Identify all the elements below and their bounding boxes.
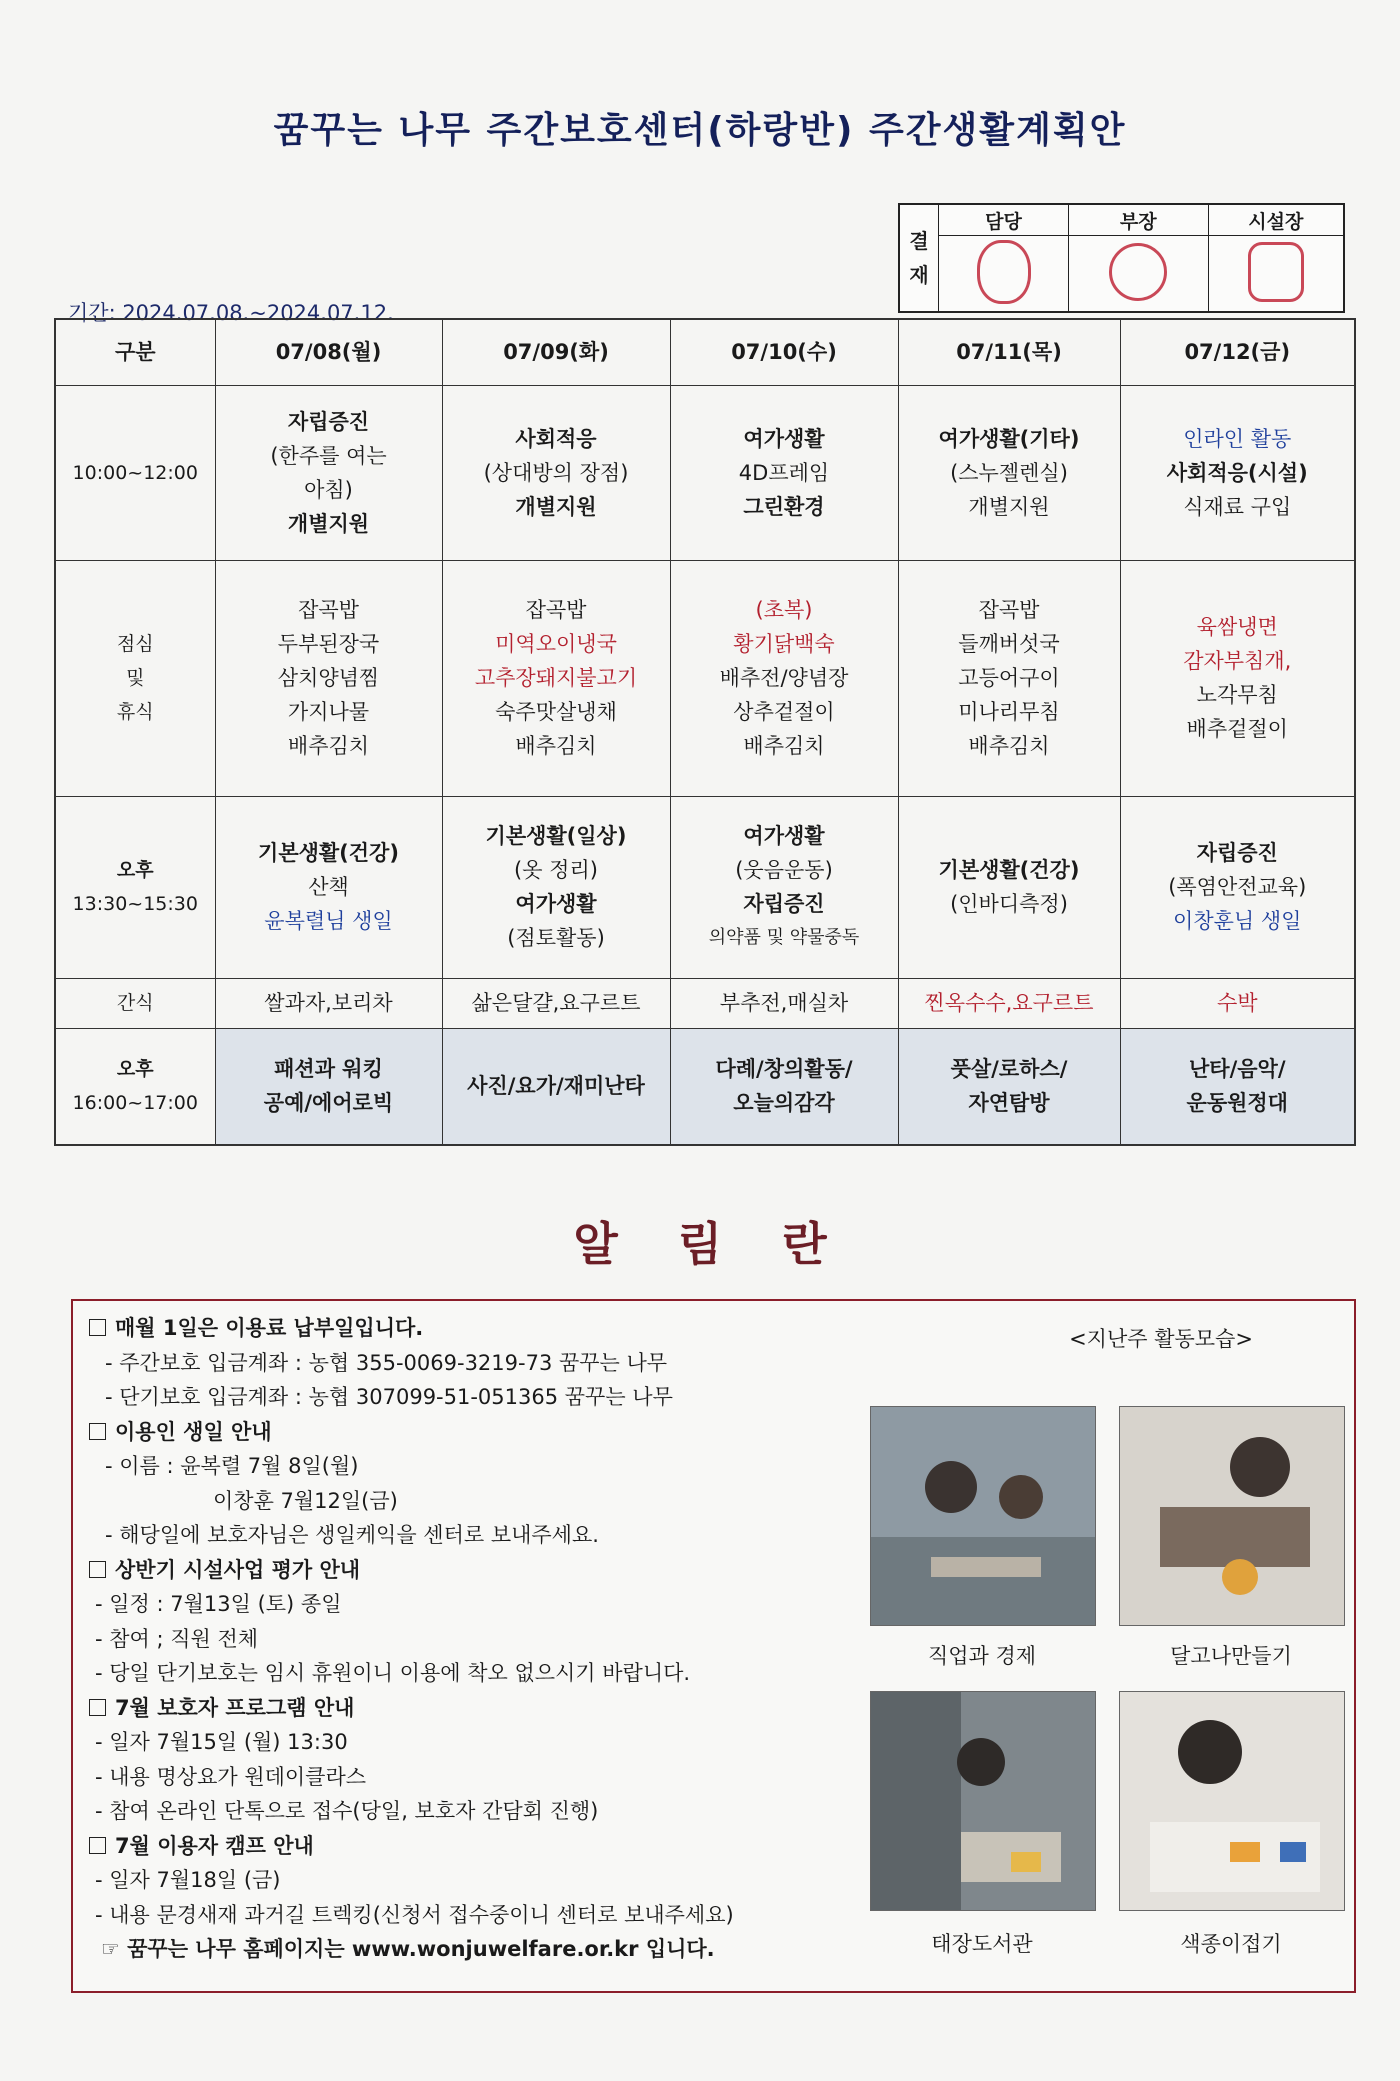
notice-item: - 일자 7월15일 (월) 13:30 xyxy=(95,1730,348,1754)
notice-item: - 단기보호 입금계좌 : 농협 307099-51-051365 꿈꾸는 나무 xyxy=(105,1385,673,1409)
schedule-cell: 난타/음악/ 운동원정대 xyxy=(1120,1028,1355,1145)
schedule-cell: 사회적응 (상대방의 장점) 개별지원 xyxy=(442,385,670,560)
header-cell: 07/09(화) xyxy=(442,319,670,385)
seal-stamp-icon xyxy=(1248,242,1304,302)
schedule-cell: 여가생활(기타) (스누젤렌실) 개별지원 xyxy=(898,385,1120,560)
schedule-cell: 잡곡밥 들깨버섯국 고등어구이 미나리무침 배추김치 xyxy=(898,560,1120,796)
birthday-note: 이창훈님 생일 xyxy=(1173,909,1302,933)
notice-item: - 일자 7월18일 (금) xyxy=(95,1868,281,1892)
activity-photo xyxy=(870,1406,1096,1626)
schedule-row-lunch xyxy=(55,560,1355,796)
photo-placeholder-icon xyxy=(871,1692,1095,1910)
page-title: 꿈꾸는 나무 주간보호센터(하랑반) 주간생활계획안 xyxy=(273,110,1127,151)
schedule-cell: 기본생활(건강) (인바디측정) xyxy=(898,796,1120,978)
schedule-cell: (초복) 황기닭백숙 배추전/양념장 상추겉절이 배추김치 xyxy=(670,560,898,796)
activity-photo xyxy=(870,1691,1096,1911)
schedule-cell: 기본생활(일상) (옷 정리) 여가생활 (점토활동) xyxy=(442,796,670,978)
notice-item: - 참여 ; 직원 전체 xyxy=(95,1626,259,1651)
schedule-table xyxy=(54,318,1356,1146)
activity-photo xyxy=(1119,1691,1345,1911)
approval-stamp-cell xyxy=(1208,236,1344,313)
notice-heading: 상반기 시설사업 평가 안내 xyxy=(89,1553,869,1588)
schedule-cell: 여가생활 4D프레임 그린환경 xyxy=(670,385,898,560)
seal-stamp-icon xyxy=(977,240,1031,304)
schedule-cell: 기본생활(건강) 산책 윤복렬님 생일 xyxy=(215,796,442,978)
schedule-cell: 부추전,매실차 xyxy=(670,978,898,1028)
schedule-cell: 잡곡밥 두부된장국 삼치양념찜 가지나물 배추김치 xyxy=(215,560,442,796)
checkbox-icon xyxy=(89,1699,106,1716)
header-cell: 07/08(월) xyxy=(215,319,442,385)
header-cell: 07/12(금) xyxy=(1120,319,1355,385)
notice-heading: 7월 보호자 프로그램 안내 xyxy=(89,1691,869,1726)
approval-box xyxy=(898,203,1345,313)
photo-placeholder-icon xyxy=(871,1407,1095,1625)
checkbox-icon xyxy=(89,1423,106,1440)
photo-caption: 달고나만들기 xyxy=(1170,1644,1292,1668)
photo-placeholder-icon xyxy=(1120,1407,1344,1625)
schedule-cell: 육쌈냉면 감자부침개, 노각무침 배추겉절이 xyxy=(1120,560,1355,796)
notice-heading: 7월 이용자 캠프 안내 xyxy=(89,1829,869,1864)
row-label: 오후 13:30~15:30 xyxy=(55,796,215,978)
row-label: 오후 16:00~17:00 xyxy=(55,1028,215,1145)
seal-stamp-icon xyxy=(1109,243,1167,301)
notice-box xyxy=(71,1299,1356,1993)
photo-placeholder-icon xyxy=(1120,1692,1344,1910)
notice-heading: 매월 1일은 이용료 납부일입니다. xyxy=(89,1311,869,1346)
notice-item: - 이름 : 윤복렬 7월 8일(월) xyxy=(105,1454,359,1478)
notice-item: - 해당일에 보호자님은 생일케익을 센터로 보내주세요. xyxy=(105,1523,599,1547)
notice-item: - 일정 : 7월13일 (토) 종일 xyxy=(95,1592,342,1616)
period-label: 기간: 2024.07.08.~2024.07.12. xyxy=(68,301,394,325)
checkbox-icon xyxy=(89,1561,106,1578)
homepage-link[interactable]: ☞ 꿈꾸는 나무 홈페이지는 www.wonjuwelfare.or.kr 입니다. xyxy=(101,1937,715,1961)
photo-caption: 태장도서관 xyxy=(931,1932,1033,1956)
header-cell: 구분 xyxy=(55,319,215,385)
schedule-cell: 인라인 활동 사회적응(시설) 식재료 구입 xyxy=(1120,385,1355,560)
schedule-cell: 자립증진 (폭염안전교육) 이창훈님 생일 xyxy=(1120,796,1355,978)
approval-header-head: 시설장 xyxy=(1208,204,1344,236)
notice-item: - 참여 온라인 단톡으로 접수(당일, 보호자 간담회 진행) xyxy=(95,1799,599,1823)
schedule-cell: 수박 xyxy=(1120,978,1355,1028)
schedule-cell: 패션과 워킹 공예/에어로빅 xyxy=(215,1028,442,1145)
approval-header-director: 부장 xyxy=(1069,204,1209,236)
schedule-row-late-afternoon xyxy=(55,1028,1355,1145)
notice-list xyxy=(89,1311,869,1967)
notice-item: - 내용 문경새재 과거길 트렉킹(신청서 접수중이니 센터로 보내주세요) xyxy=(95,1902,734,1927)
header-cell: 07/10(수) xyxy=(670,319,898,385)
notice-item: 이창훈 7월12일(금) xyxy=(213,1488,398,1513)
approval-side-label: 결 재 xyxy=(899,204,939,312)
row-label: 점심 및 휴식 xyxy=(55,560,215,796)
approval-stamp-cell xyxy=(939,236,1069,313)
notice-item: - 당일 단기보호는 임시 휴원이니 이용에 착오 없으시기 바랍니다. xyxy=(95,1661,691,1685)
checkbox-icon xyxy=(89,1319,106,1336)
photo-caption: 직업과 경제 xyxy=(927,1644,1037,1668)
schedule-cell: 사진/요가/재미난타 xyxy=(442,1028,670,1145)
activity-photo xyxy=(1119,1406,1345,1626)
schedule-header-row xyxy=(55,319,1355,385)
schedule-cell: 쌀과자,보리차 xyxy=(215,978,442,1028)
schedule-row-snack xyxy=(55,978,1355,1028)
schedule-cell: 자립증진 (한주를 여는 아침) 개별지원 xyxy=(215,385,442,560)
row-label: 간식 xyxy=(55,978,215,1028)
notice-item: - 주간보호 입금계좌 : 농협 355-0069-3219-73 꿈꾸는 나무 xyxy=(105,1350,668,1375)
photos-caption: <지난주 활동모습> xyxy=(1069,1327,1253,1351)
schedule-row-afternoon xyxy=(55,796,1355,978)
schedule-cell: 찐옥수수,요구르트 xyxy=(898,978,1120,1028)
schedule-cell: 다례/창의활동/ 오늘의감각 xyxy=(670,1028,898,1145)
birthday-note: 윤복렬님 생일 xyxy=(264,909,393,933)
notice-item: - 내용 명상요가 원데이클라스 xyxy=(95,1764,367,1789)
checkbox-icon xyxy=(89,1837,106,1854)
schedule-cell: 삶은달걀,요구르트 xyxy=(442,978,670,1028)
schedule-row-morning xyxy=(55,385,1355,560)
notice-heading: 이용인 생일 안내 xyxy=(89,1415,869,1450)
schedule-cell: 잡곡밥 미역오이냉국 고추장돼지불고기 숙주맛살냉채 배추김치 xyxy=(442,560,670,796)
schedule-cell: 풋살/로하스/ 자연탐방 xyxy=(898,1028,1120,1145)
approval-stamp-cell xyxy=(1069,236,1209,313)
approval-header-manager: 담당 xyxy=(939,204,1069,236)
header-cell: 07/11(목) xyxy=(898,319,1120,385)
row-label: 10:00~12:00 xyxy=(55,385,215,560)
notice-title: 알림란 xyxy=(573,1217,887,1271)
schedule-cell: 여가생활 (웃음운동) 자립증진 의약품 및 약물중독 xyxy=(670,796,898,978)
photo-caption: 색종이접기 xyxy=(1180,1932,1282,1956)
